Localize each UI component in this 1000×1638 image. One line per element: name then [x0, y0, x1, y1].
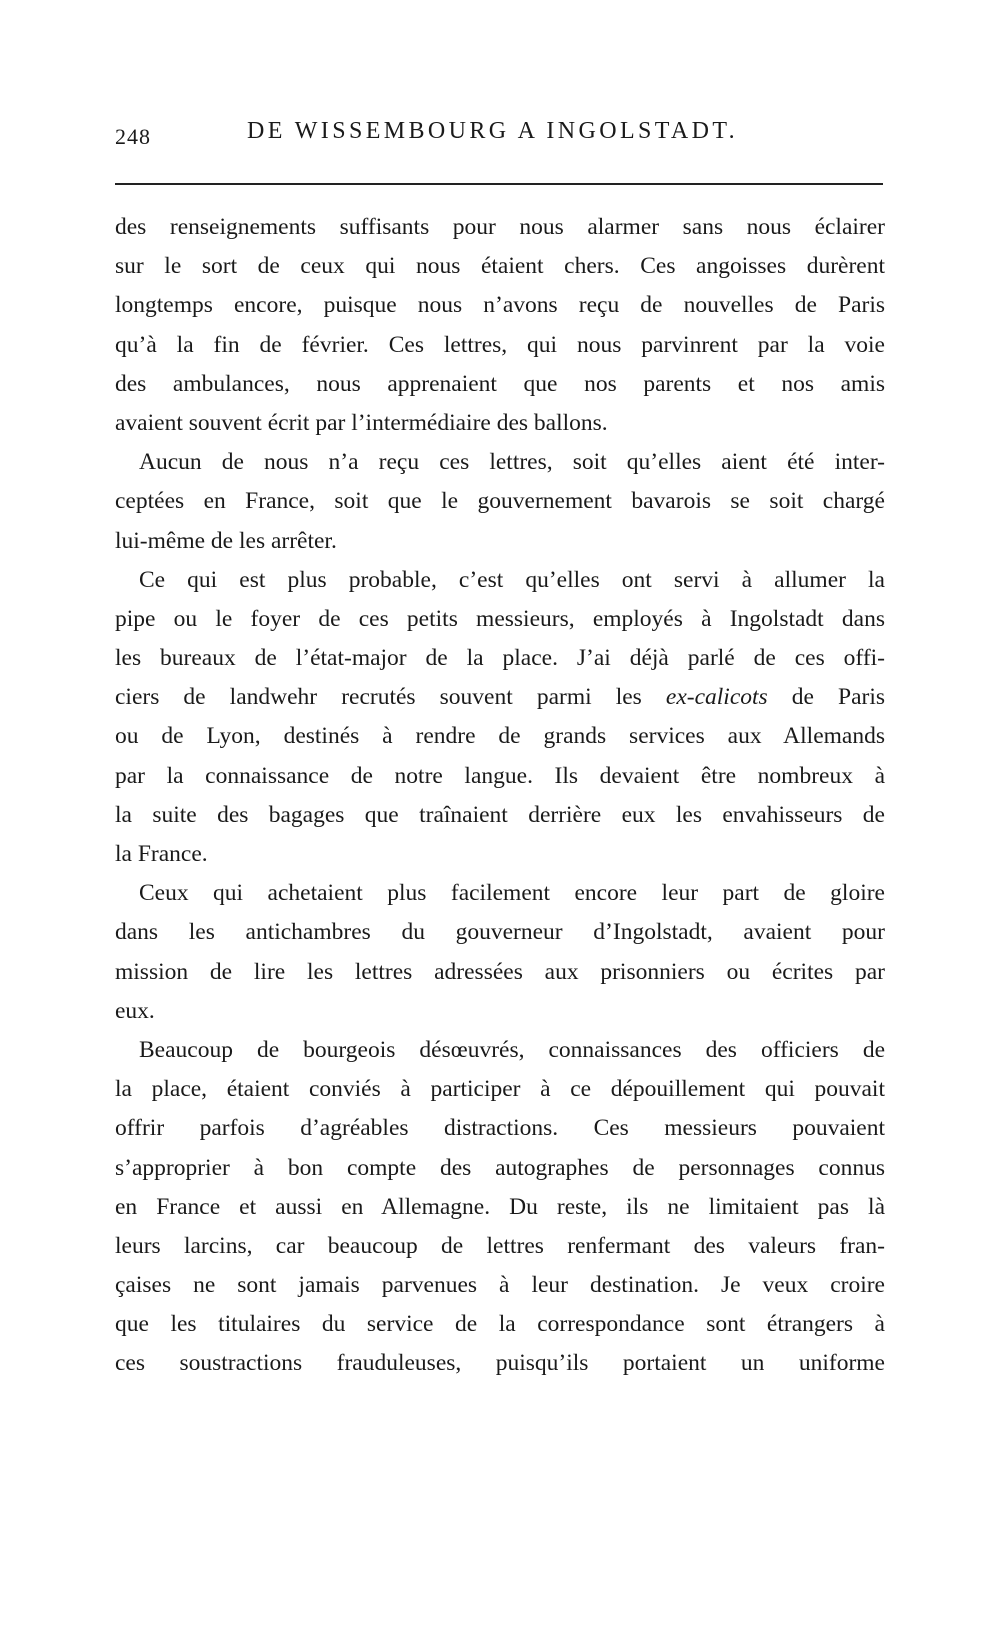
- text-line: leurs larcins, car beaucoup de lettres renfermant des valeurs fran-: [115, 1232, 885, 1259]
- text-line: ou de Lyon, destinés à rendre de grands services aux Allemands: [115, 723, 885, 750]
- text-line: Ce qui est plus probable, c’est qu’elles ont servi à allumer la: [139, 566, 885, 593]
- header-rule: [115, 183, 883, 185]
- text-line: la France.: [115, 841, 208, 867]
- text-line: longtemps encore, puisque nous n’avons reçu de nouvelles de Paris: [115, 292, 885, 319]
- text-segment: ciers de landwehr recrutés souvent parmi les: [115, 684, 642, 711]
- text-line: en France et aussi en Allemagne. Du reste, ils ne limitaient pas là: [115, 1193, 885, 1220]
- text-line: avaient souvent écrit par l’intermédiaire des ballons.: [115, 409, 608, 436]
- text-line: offrir parfois d’agréables distractions. Ces messieurs pouvaient: [115, 1115, 885, 1142]
- page-number: 248: [115, 124, 151, 149]
- running-title: DE WISSEMBOURG A INGOLSTADT.: [247, 118, 739, 144]
- text-line: les bureaux de l’état-major de la place. J’ai déjà parlé de ces offi-: [115, 645, 885, 672]
- text-line: Aucun de nous n’a reçu ces lettres, soit qu’elles aient été inter-: [139, 449, 885, 476]
- text-line: çaises ne sont jamais parvenues à leur destination. Je veux croire: [115, 1272, 885, 1299]
- text-line-mixed: [115, 678, 885, 717]
- text-line: ces soustractions frauduleuses, puisqu’ils portaient un uniforme: [115, 1350, 885, 1377]
- text-line: ceptées en France, soit que le gouvernement bavarois se soit chargé: [115, 488, 885, 515]
- text-line: Beaucoup de bourgeois désœuvrés, connaissances des officiers de: [139, 1036, 885, 1063]
- body-text: [115, 208, 885, 1384]
- text-line: des ambulances, nous apprenaient que nos parents et nos amis: [115, 370, 885, 397]
- text-line: sur le sort de ceux qui nous étaient chers. Ces angoisses durèrent: [115, 253, 885, 280]
- running-head: [115, 118, 885, 158]
- text-line: des renseignements suffisants pour nous alarmer sans nous éclairer: [115, 214, 885, 240]
- text-line: la suite des bagages que traînaient derrière eux les envahisseurs de: [115, 801, 885, 828]
- text-line: par la connaissance de notre langue. Ils devaient être nombreux à: [115, 762, 885, 789]
- text-line: que les titulaires du service de la correspondance sont étrangers à: [115, 1311, 885, 1338]
- text-line: Ceux qui achetaient plus facilement encore leur part de gloire: [139, 880, 885, 907]
- text-line: dans les antichambres du gouverneur d’Ingolstadt, avaient pour: [115, 919, 885, 946]
- text-line: s’approprier à bon compte des autographes de personnages connus: [115, 1154, 885, 1181]
- text-line: la place, étaient conviés à participer à ce dépouillement qui pouvait: [115, 1076, 885, 1103]
- text-line: pipe ou le foyer de ces petits messieurs, employés à Ingolstadt dans: [115, 605, 885, 632]
- text-segment: de Paris: [791, 684, 886, 711]
- text-line: qu’à la fin de février. Ces lettres, qui nous parvinrent par la voie: [115, 331, 885, 358]
- text-line: lui-même de les arrêter.: [115, 527, 337, 554]
- italic-term: ex-calicots: [665, 684, 768, 711]
- text-line: eux.: [115, 997, 155, 1024]
- text-line: mission de lire les lettres adressées aux prisonniers ou écrites par: [115, 958, 885, 985]
